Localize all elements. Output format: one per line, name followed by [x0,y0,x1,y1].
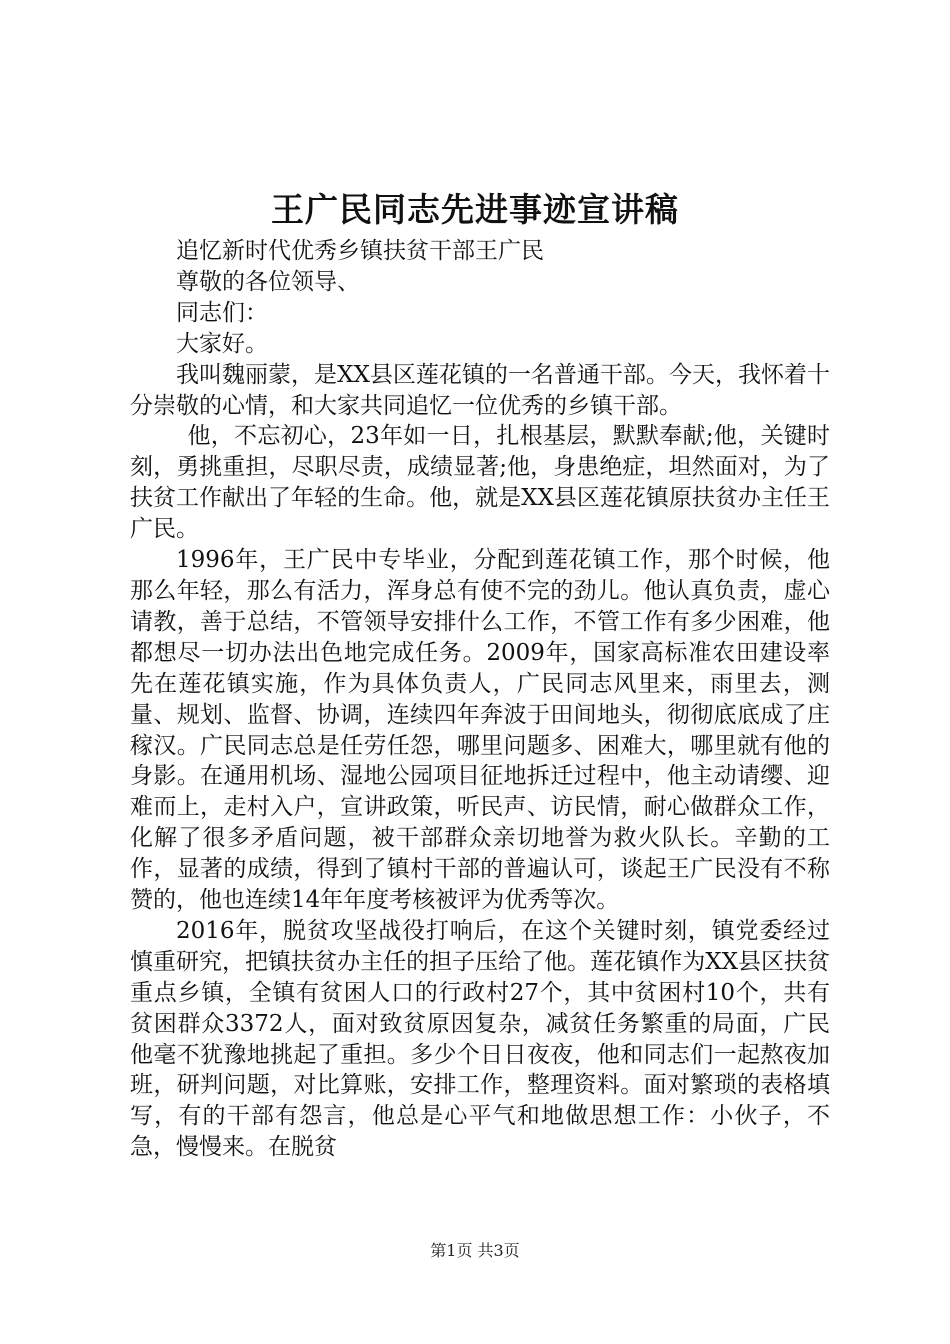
body-paragraph: 我叫魏丽蒙，是XX县区莲花镇的一名普通干部。今天，我怀着十分崇敬的心情，和大家共同追忆一位优秀的乡镇干部。 [130,361,830,419]
body-paragraph: 他，不忘初心，23年如一日，扎根基层，默默奉献;他，关键时刻，勇挑重担，尽职尽责，成绩显著;他，身患绝症，坦然面对，为了扶贫工作献出了年轻的生命。他，就是XX县区莲花镇原扶贫办主任王广民。 [130,423,830,543]
greeting-paragraph: 大家好。 [176,330,268,357]
document-title: 王广民同志先进事迹宣讲稿 [271,190,679,229]
subtitle-paragraph: 追忆新时代优秀乡镇扶贫干部王广民 [176,238,544,264]
body-paragraph: 1996年，王广民中专毕业，分配到莲花镇工作，那个时候，他那么年轻，那么有活力，浑身总有使不完的劲儿。他认真负责，虚心请教，善于总结，不管领导安排什么工作，不管工作有多少困难，他都想尽一切办法出色地完成任务。2009年，国家高标准农田建设率先在莲花镇实施，作为具体负责人，广民同志风里来，雨里去，测量、规划、监督、协调，连续四年奔波于田间地头，彻彻底底成了庄稼汉。广民同志总是任劳任怨，哪里问题多、困难大，哪里就有他的身影。在通用机场、湿地公园项目征地拆迁过程中，他主动请缨、迎难而上，走村入户，宣讲政策，听民声、访民情，耐心做群众工作，化解了很多矛盾问题，被干部群众亲切地誉为救火队长。辛勤的工作，显著的成绩，得到了镇村干部的普遍认可，谈起王广民没有不称赞的，他也连续14年年度考核被评为优秀等次。 [130,547,830,914]
document-body [130,236,830,1163]
page-footer: 第1页 共3页 [430,1241,520,1260]
salutation-paragraph: 尊敬的各位领导、 [176,268,360,295]
salutation-paragraph: 同志们： [176,299,268,326]
body-paragraph: 2016年，脱贫攻坚战役打响后，在这个关键时刻，镇党委经过慎重研究，把镇扶贫办主任的担子压给了他。莲花镇作为XX县区扶贫重点乡镇，全镇有贫困人口的行政村27个，其中贫困村10个，共有贫困群众3372人，面对致贫原因复杂，减贫任务繁重的局面，广民他毫不犹豫地挑起了重担。多少个日日夜夜，他和同志们一起熬夜加班，研判问题，对比算账，安排工作，整理资料。面对繁琐的表格填写，有的干部有怨言，他总是心平气和地做思想工作：小伙子，不急，慢慢来。在脱贫 [130,917,830,1161]
